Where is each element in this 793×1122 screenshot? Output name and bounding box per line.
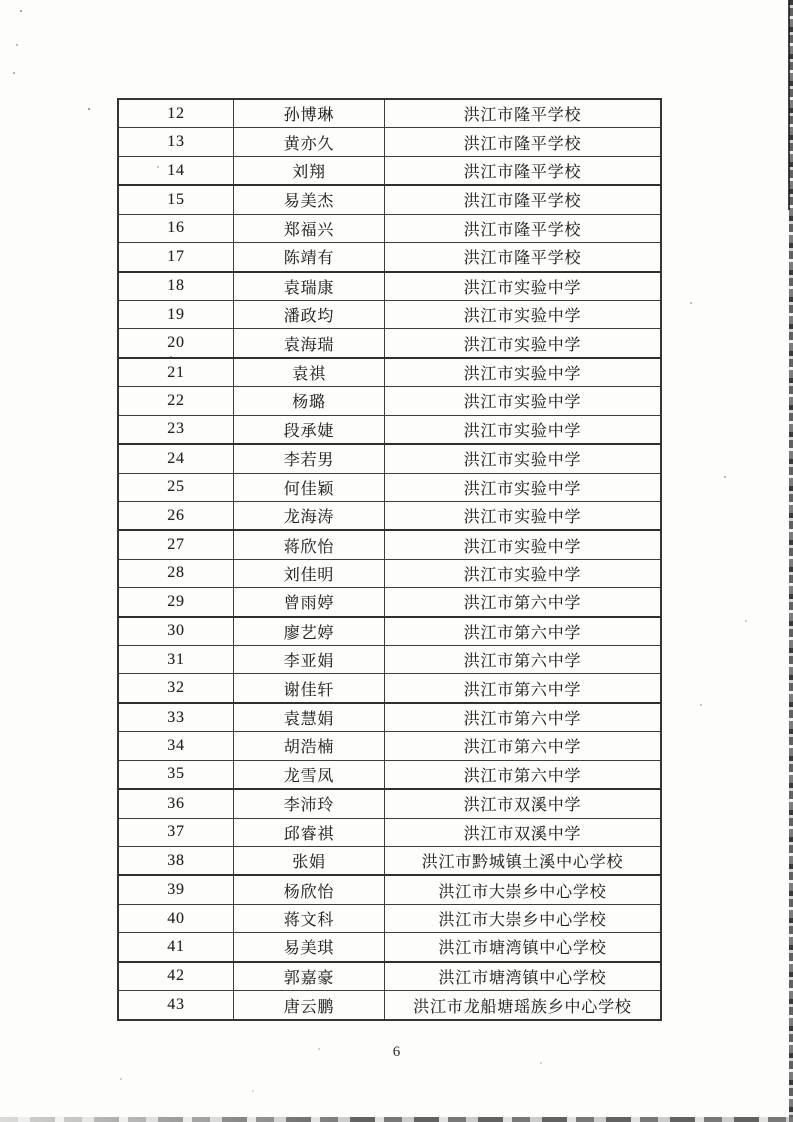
- student-name-cell: 刘翔: [234, 156, 385, 185]
- row-number-cell: 19: [118, 300, 234, 328]
- student-name-cell: 孙博琳: [234, 99, 385, 128]
- row-number-cell: 39: [118, 875, 234, 904]
- school-name-cell: 洪江市实验中学: [385, 501, 662, 530]
- scan-artifact-right-edge: [789, 0, 793, 1122]
- school-name-cell: 洪江市大崇乡中心学校: [385, 904, 662, 932]
- school-name-cell: 洪江市黔城镇土溪中心学校: [385, 846, 662, 875]
- table-row: [118, 991, 661, 1020]
- student-name-cell: 张娟: [234, 846, 385, 875]
- table-row: [118, 933, 661, 962]
- row-number-cell: 20: [118, 329, 234, 358]
- school-name-cell: 洪江市双溪中学: [385, 789, 662, 818]
- table-row: [118, 646, 661, 674]
- row-number-cell: 38: [118, 846, 234, 875]
- student-name-cell: 易美琪: [234, 933, 385, 962]
- row-number-cell: 36: [118, 789, 234, 818]
- row-number-cell: 27: [118, 530, 234, 559]
- school-name-cell: 洪江市隆平学校: [385, 185, 662, 214]
- table-row: [118, 444, 661, 473]
- table-row: [118, 559, 661, 587]
- student-name-cell: 何佳颖: [234, 473, 385, 501]
- student-name-cell: 杨欣怡: [234, 875, 385, 904]
- school-name-cell: 洪江市第六中学: [385, 646, 662, 674]
- school-name-cell: 洪江市第六中学: [385, 760, 662, 789]
- table-row: [118, 703, 661, 732]
- row-number-cell: 43: [118, 991, 234, 1020]
- school-name-cell: 洪江市实验中学: [385, 300, 662, 328]
- row-number-cell: 24: [118, 444, 234, 473]
- table-row: [118, 875, 661, 904]
- row-number-cell: 32: [118, 674, 234, 703]
- student-name-cell: 袁慧娟: [234, 703, 385, 732]
- scan-artifact-bottom-edge: [0, 1117, 793, 1122]
- student-name-cell: 廖艺婷: [234, 617, 385, 646]
- student-name-cell: 郑福兴: [234, 214, 385, 242]
- row-number-cell: 40: [118, 904, 234, 932]
- student-roster-table: [117, 98, 662, 1021]
- school-name-cell: 洪江市实验中学: [385, 415, 662, 444]
- student-name-cell: 龙海涛: [234, 501, 385, 530]
- table-row: [118, 846, 661, 875]
- row-number-cell: 15: [118, 185, 234, 214]
- student-name-cell: 李若男: [234, 444, 385, 473]
- student-name-cell: 李亚娟: [234, 646, 385, 674]
- row-number-cell: 34: [118, 732, 234, 760]
- table-row: [118, 214, 661, 242]
- student-name-cell: 郭嘉豪: [234, 962, 385, 991]
- student-name-cell: 陈靖有: [234, 243, 385, 272]
- school-name-cell: 洪江市塘湾镇中心学校: [385, 962, 662, 991]
- table-row: [118, 962, 661, 991]
- scan-noise-speckles: [0, 0, 2, 2]
- student-name-cell: 蒋欣怡: [234, 530, 385, 559]
- school-name-cell: 洪江市实验中学: [385, 358, 662, 387]
- student-name-cell: 潘政均: [234, 300, 385, 328]
- row-number-cell: 41: [118, 933, 234, 962]
- school-name-cell: 洪江市实验中学: [385, 559, 662, 587]
- school-name-cell: 洪江市双溪中学: [385, 818, 662, 846]
- student-name-cell: 段承婕: [234, 415, 385, 444]
- table-row: [118, 156, 661, 185]
- school-name-cell: 洪江市第六中学: [385, 588, 662, 617]
- school-name-cell: 洪江市第六中学: [385, 617, 662, 646]
- row-number-cell: 35: [118, 760, 234, 789]
- school-name-cell: 洪江市实验中学: [385, 272, 662, 301]
- table-row: [118, 818, 661, 846]
- table-row: [118, 501, 661, 530]
- student-name-cell: 曾雨婷: [234, 588, 385, 617]
- student-name-cell: 邱睿祺: [234, 818, 385, 846]
- row-number-cell: 30: [118, 617, 234, 646]
- student-name-cell: 蒋文科: [234, 904, 385, 932]
- table-row: [118, 272, 661, 301]
- row-number-cell: 21: [118, 358, 234, 387]
- school-name-cell: 洪江市龙船塘瑶族乡中心学校: [385, 991, 662, 1020]
- table-row: [118, 185, 661, 214]
- row-number-cell: 42: [118, 962, 234, 991]
- school-name-cell: 洪江市实验中学: [385, 530, 662, 559]
- table-row: [118, 387, 661, 415]
- student-name-cell: 袁海瑞: [234, 329, 385, 358]
- row-number-cell: 37: [118, 818, 234, 846]
- school-name-cell: 洪江市实验中学: [385, 387, 662, 415]
- row-number-cell: 17: [118, 243, 234, 272]
- row-number-cell: 12: [118, 99, 234, 128]
- row-number-cell: 14: [118, 156, 234, 185]
- table-row: [118, 128, 661, 156]
- school-name-cell: 洪江市塘湾镇中心学校: [385, 933, 662, 962]
- row-number-cell: 29: [118, 588, 234, 617]
- row-number-cell: 28: [118, 559, 234, 587]
- table-row: [118, 674, 661, 703]
- row-number-cell: 18: [118, 272, 234, 301]
- table-row: [118, 530, 661, 559]
- school-name-cell: 洪江市第六中学: [385, 732, 662, 760]
- table-row: [118, 732, 661, 760]
- student-name-cell: 黄亦久: [234, 128, 385, 156]
- school-name-cell: 洪江市大崇乡中心学校: [385, 875, 662, 904]
- school-name-cell: 洪江市第六中学: [385, 703, 662, 732]
- student-name-cell: 胡浩楠: [234, 732, 385, 760]
- student-name-cell: 袁祺: [234, 358, 385, 387]
- table-row: [118, 300, 661, 328]
- school-name-cell: 洪江市隆平学校: [385, 128, 662, 156]
- school-name-cell: 洪江市隆平学校: [385, 156, 662, 185]
- school-name-cell: 洪江市隆平学校: [385, 243, 662, 272]
- row-number-cell: 13: [118, 128, 234, 156]
- row-number-cell: 25: [118, 473, 234, 501]
- table-row: [118, 415, 661, 444]
- table-row: [118, 904, 661, 932]
- student-name-cell: 杨璐: [234, 387, 385, 415]
- row-number-cell: 31: [118, 646, 234, 674]
- table-row: [118, 617, 661, 646]
- table-row: [118, 99, 661, 128]
- page-number: 6: [392, 1044, 401, 1060]
- row-number-cell: 33: [118, 703, 234, 732]
- school-name-cell: 洪江市隆平学校: [385, 214, 662, 242]
- school-name-cell: 洪江市隆平学校: [385, 99, 662, 128]
- table-row: [118, 358, 661, 387]
- row-number-cell: 23: [118, 415, 234, 444]
- student-name-cell: 易美杰: [234, 185, 385, 214]
- row-number-cell: 22: [118, 387, 234, 415]
- table-row: [118, 473, 661, 501]
- school-name-cell: 洪江市实验中学: [385, 444, 662, 473]
- row-number-cell: 26: [118, 501, 234, 530]
- student-name-cell: 龙雪凤: [234, 760, 385, 789]
- student-name-cell: 谢佳轩: [234, 674, 385, 703]
- roster-table-body: [118, 99, 661, 1020]
- table-row: [118, 760, 661, 789]
- row-number-cell: 16: [118, 214, 234, 242]
- table-row: [118, 329, 661, 358]
- table-row: [118, 789, 661, 818]
- student-name-cell: 刘佳明: [234, 559, 385, 587]
- student-name-cell: 李沛玲: [234, 789, 385, 818]
- school-name-cell: 洪江市第六中学: [385, 674, 662, 703]
- student-name-cell: 唐云鹏: [234, 991, 385, 1020]
- student-name-cell: 袁瑞康: [234, 272, 385, 301]
- table-row: [118, 588, 661, 617]
- table-row: [118, 243, 661, 272]
- school-name-cell: 洪江市实验中学: [385, 473, 662, 501]
- school-name-cell: 洪江市实验中学: [385, 329, 662, 358]
